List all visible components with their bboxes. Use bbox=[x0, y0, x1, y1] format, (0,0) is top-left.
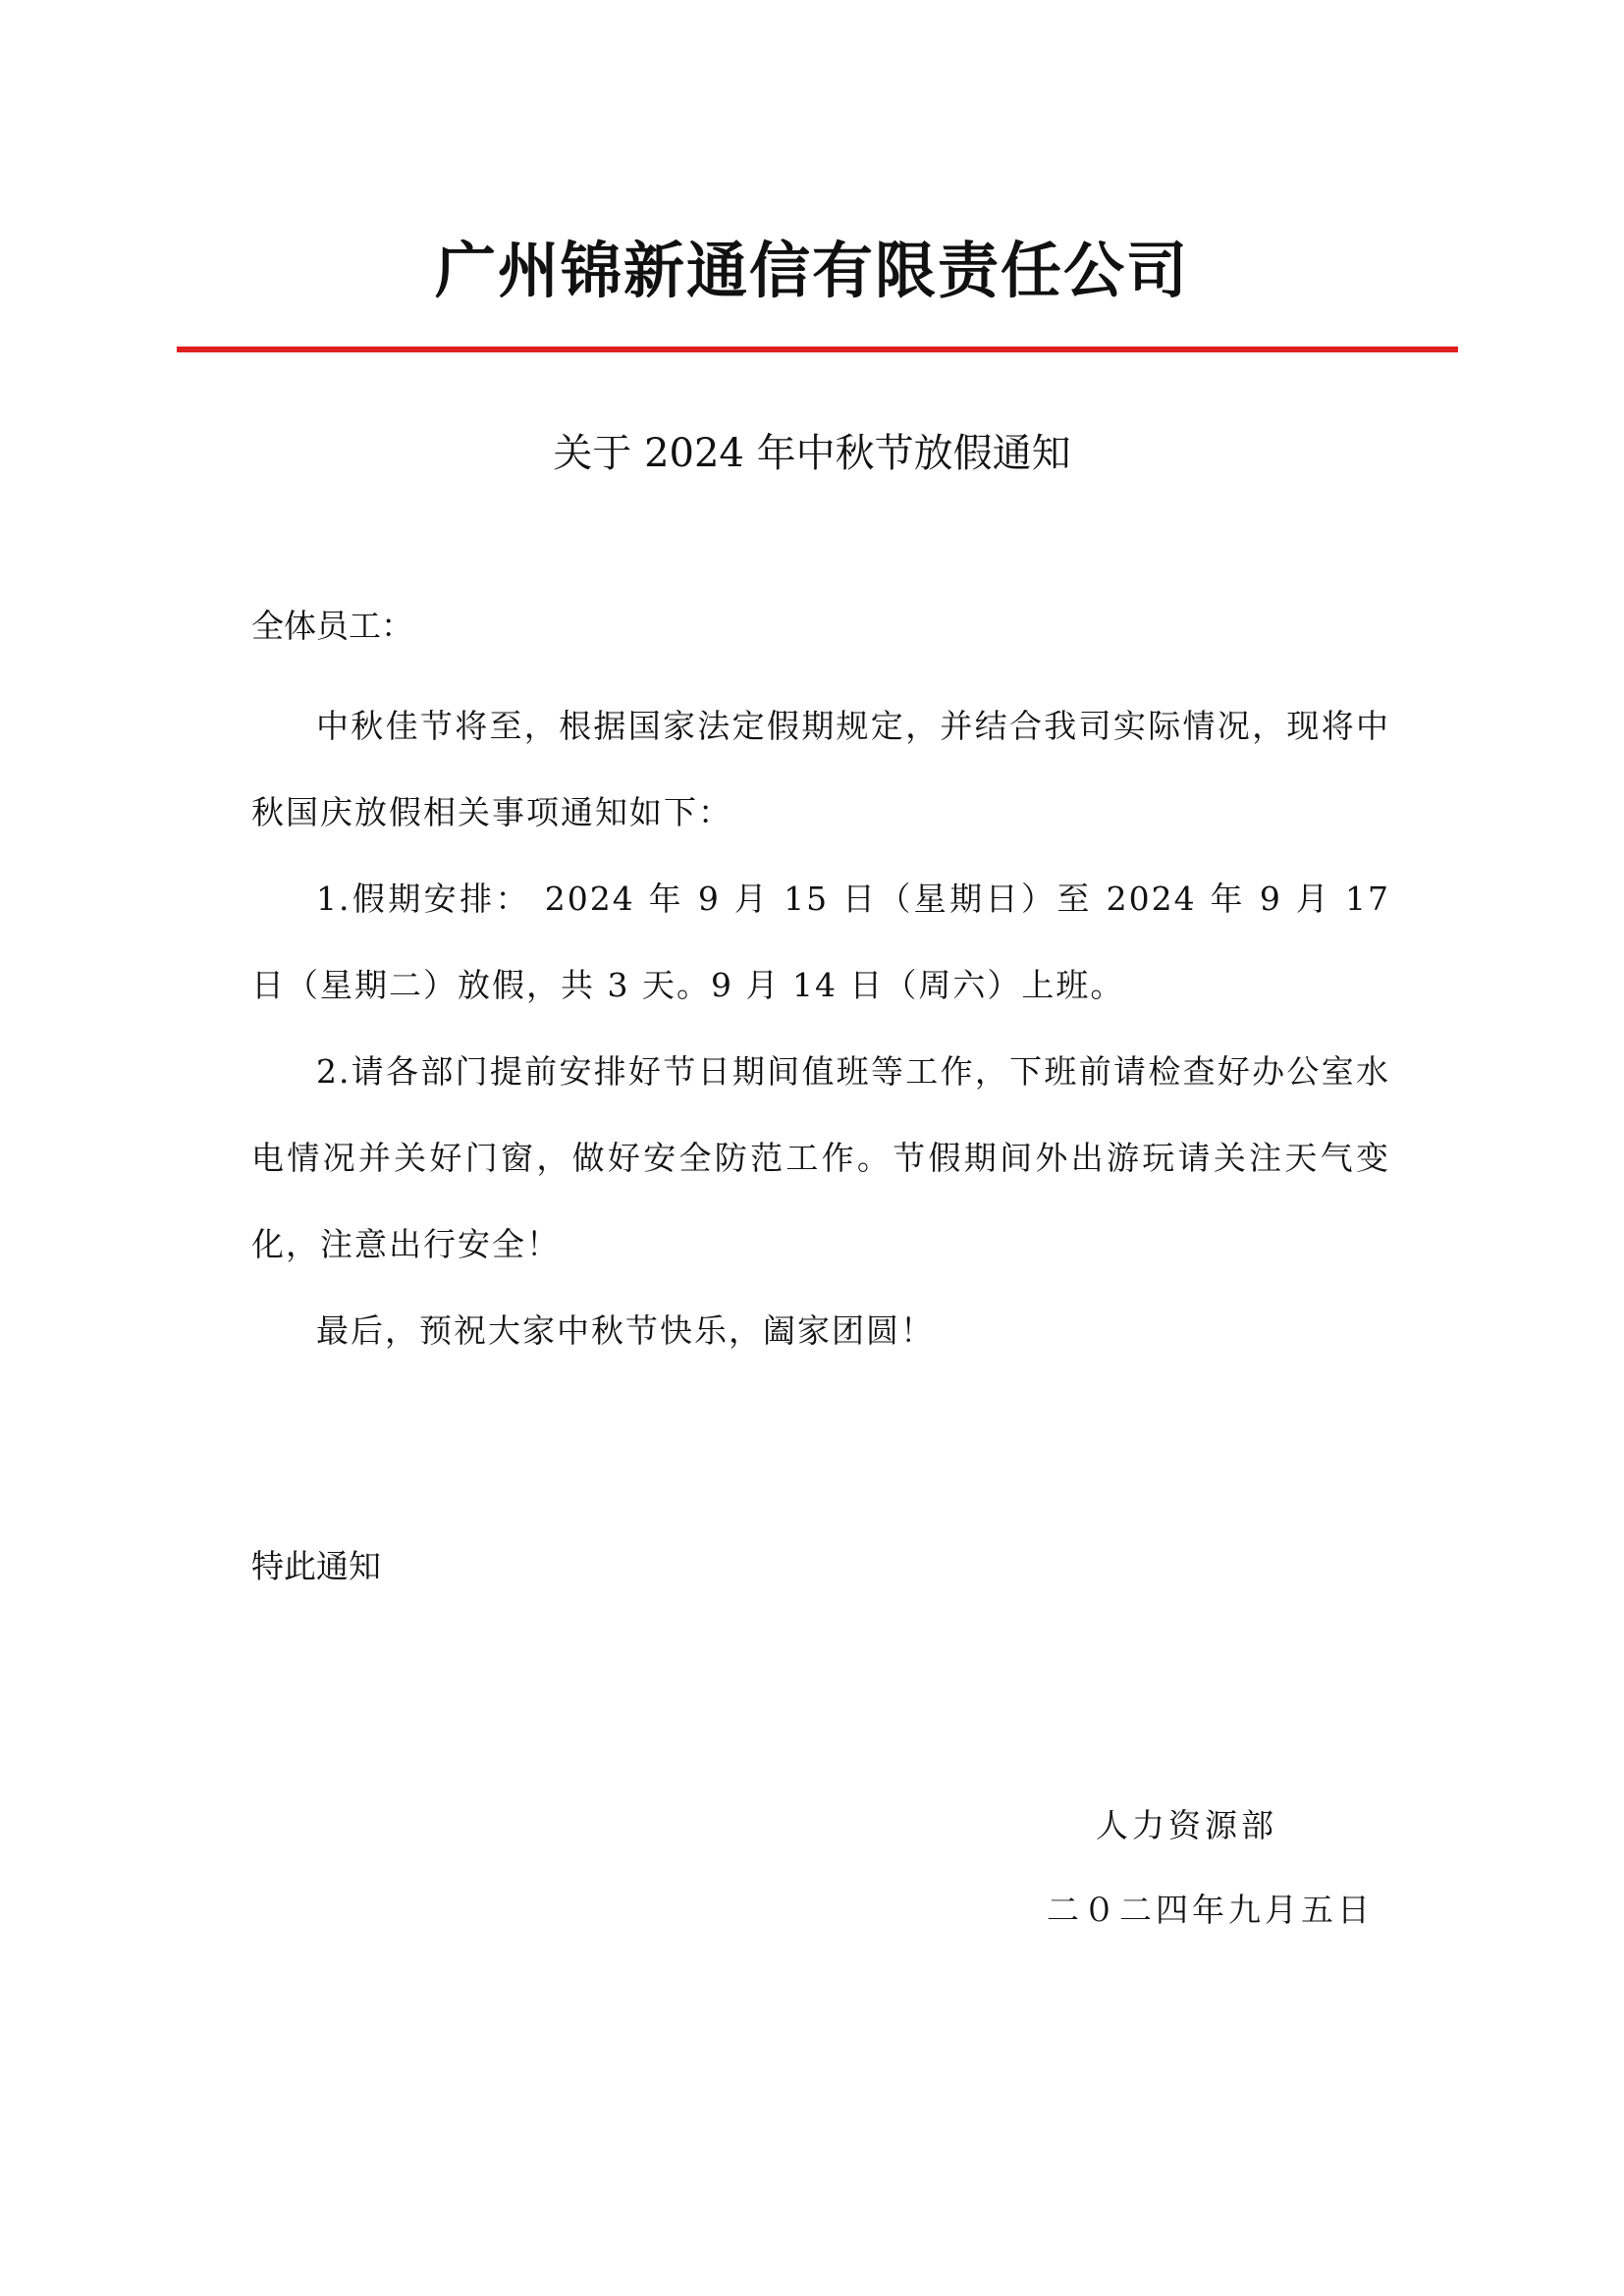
notice-body bbox=[251, 683, 1390, 1374]
paragraph-holiday-schedule: 1.假期安排： 2024 年 9 月 15 日（星期日）至 2024 年 9 月 17 日（星期二）放假，共 3 天。9 月 14 日（周六）上班。 bbox=[251, 880, 1390, 1004]
paragraph-intro: 中秋佳节将至，根据国家法定假期规定，并结合我司实际情况，现将中秋国庆放假相关事项通知如下： bbox=[251, 707, 1390, 831]
paragraph-department-instructions: 2.请各部门提前安排好节日期间值班等工作，下班前请检查好办公室水电情况并关好门窗，做好安全防范工作。节假期间外出游玩请关注天气变化，注意出行安全！ bbox=[251, 1052, 1390, 1263]
paragraph-wishes: 最后，预祝大家中秋节快乐，阖家团圆！ bbox=[316, 1311, 935, 1350]
signature-date: 二０二四年九月五日 bbox=[1047, 1891, 1374, 1929]
signature-department: 人力资源部 bbox=[1096, 1806, 1277, 1844]
header-red-rule bbox=[177, 347, 1458, 352]
closing-remark: 特此通知 bbox=[251, 1547, 381, 1585]
notice-title: 关于 2024 年中秋节放假通知 bbox=[553, 431, 1071, 476]
salutation: 全体员工： bbox=[251, 607, 413, 645]
company-name: 广州锦新通信有限责任公司 bbox=[434, 235, 1189, 306]
